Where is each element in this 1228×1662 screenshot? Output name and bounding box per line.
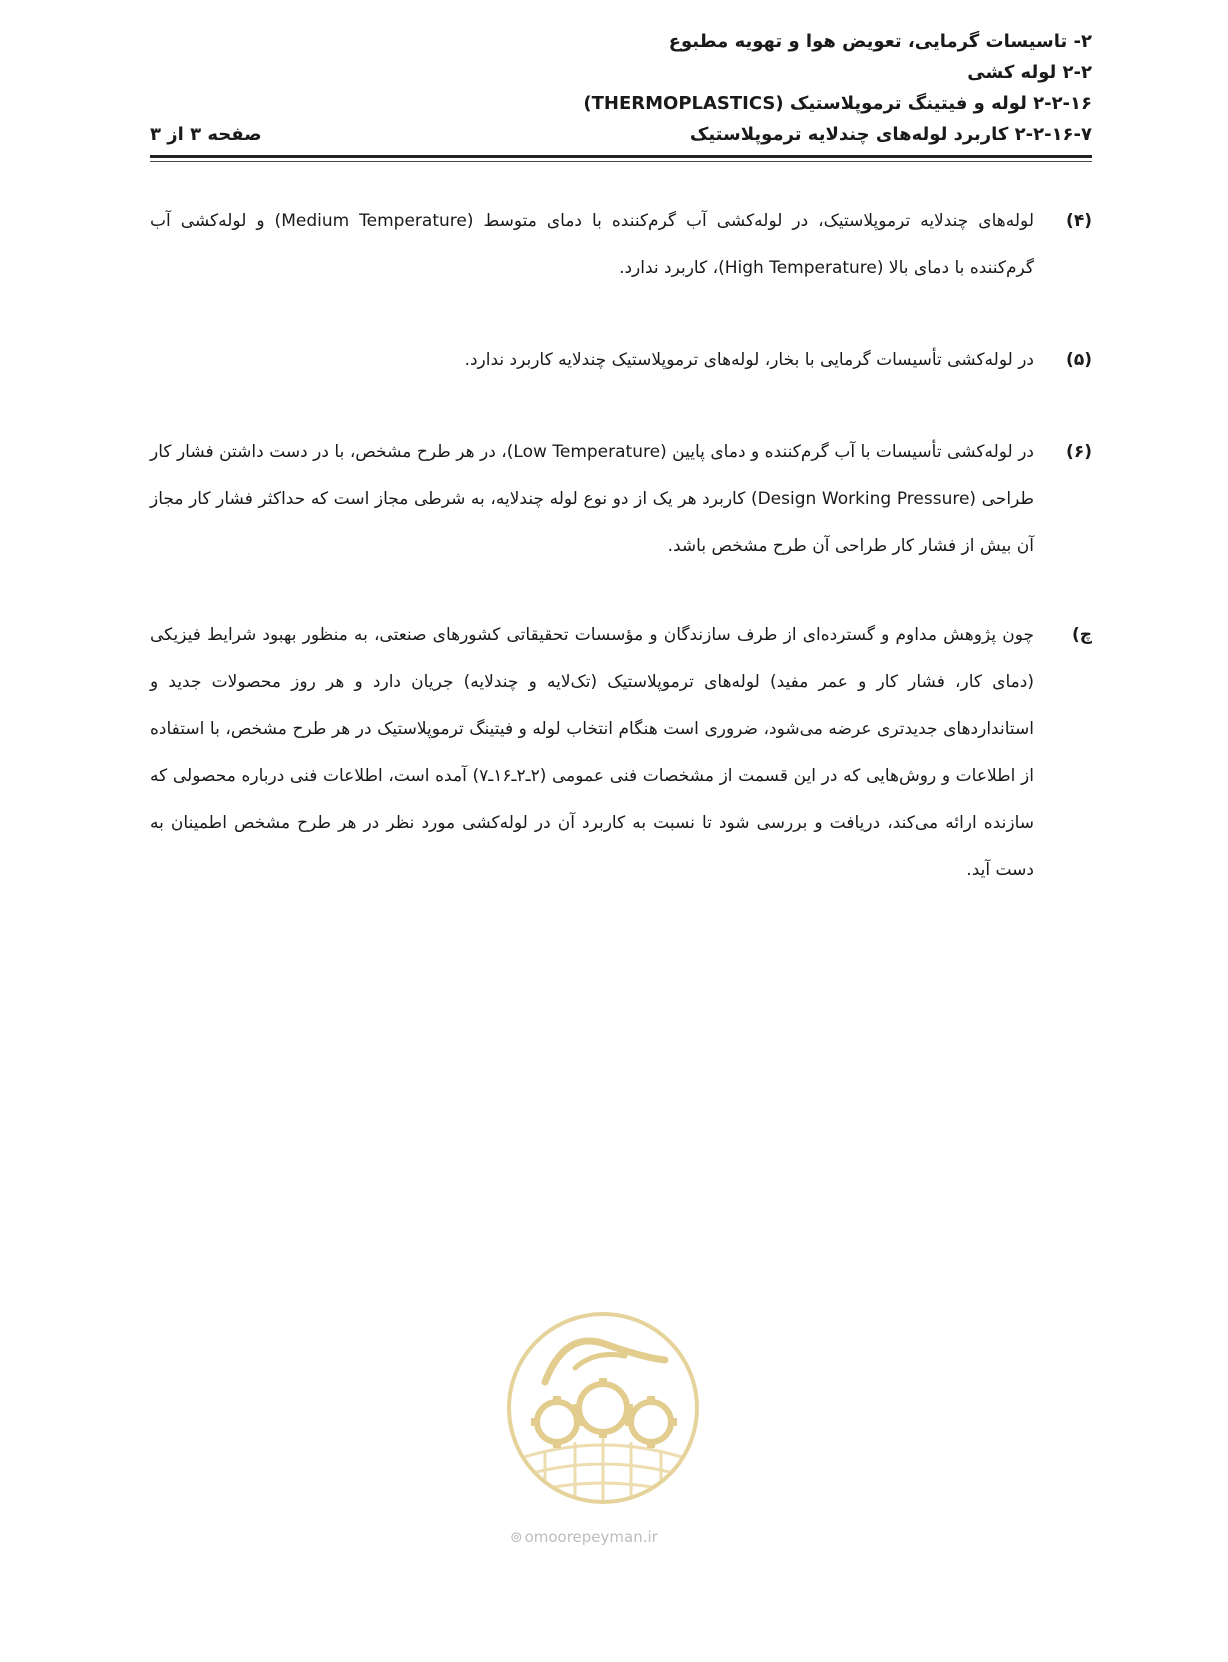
paragraph-text: در لوله‌کشی تأسیسات گرمایی با بخار، لوله‌های ترموپلاستیک چندلایه کاربرد ندارد. (464, 350, 1034, 370)
header-topic: ۲-۲-۱۶-۷ کاربرد لوله‌های چندلایه ترموپلاستیک (689, 124, 1092, 145)
paragraph-marker: (۴) (1066, 211, 1092, 231)
header-topic-row (150, 119, 1092, 150)
page-header (150, 26, 1092, 150)
page-number: صفحه ۳ از ۳ (150, 124, 262, 145)
paragraph-text: در لوله‌کشی تأسیسات با آب گرم‌کننده و دمای پایین (Low Temperature)، در هر طرح مشخص، با در دست داشتن فشار کار طراحی (Design Working Pressure) کاربرد هر یک از دو نوع لوله چندلایه، به شرطی مجاز است که حداکثر فشار کار مجاز آن بیش از فشار کار طراحی آن طرح مشخص باشد. (150, 442, 1034, 556)
paragraph-marker: چ) (1071, 625, 1092, 645)
paragraph-5 (150, 337, 1092, 384)
watermark-handle: ⊚ omoorepeyman.ir (510, 1528, 658, 1546)
paragraph-che (150, 612, 1092, 894)
watermark-seal-logo (505, 1310, 701, 1506)
paragraph-marker: (۶) (1066, 442, 1092, 462)
paragraph-marker: (۵) (1066, 350, 1092, 370)
paragraph-4 (150, 198, 1092, 292)
header-divider-thick (150, 155, 1092, 158)
paragraph-6 (150, 429, 1092, 570)
paragraph-text: لوله‌های چندلایه ترموپلاستیک، در لوله‌کشی آب گرم‌کننده با دمای متوسط (Medium Temperature) و لوله‌کشی آب گرم‌کننده با دمای بالا (High Temperature)، کاربرد ندارد. (150, 211, 1034, 278)
header-section: ۲-۲ لوله کشی (967, 62, 1092, 83)
header-divider-thin (150, 161, 1092, 162)
paragraph-text: چون پژوهش مداوم و گسترده‌ای از طرف سازندگان و مؤسسات تحقیقاتی کشورهای صنعتی، به منظور بهبود شرایط فیزیکی (دمای کار، فشار کار و عمر مفید) لوله‌های ترموپلاستیک (تک‌لایه و چندلایه) جریان دارد و هر روز محصولات جدید و استانداردهای جدیدتری عرضه می‌شود، ضروری است هنگام انتخاب لوله و فیتینگ ترموپلاستیک در هر طرح مشخص، با استفاده از اطلاعات و روش‌هایی که در این قسمت از مشخصات فنی عمومی (۲ـ۲ـ۱۶ـ۷) آمده است، اطلاعات فنی درباره محصولی که سازنده ارائه می‌کند، دریافت و بررسی شود تا نسبت به کاربرد آن در لوله‌کشی مورد نظر در هر طرح مشخص اطمینان به دست آید. (150, 625, 1034, 880)
header-chapter: ۲- تاسیسات گرمایی، تعویض هوا و تهویه مطبوع (668, 31, 1092, 52)
header-subsection: ۲-۲-۱۶ لوله و فیتینگ ترموپلاستیک (THERMOPLASTICS) (583, 93, 1092, 114)
instagram-icon: ⊚ (510, 1528, 523, 1546)
